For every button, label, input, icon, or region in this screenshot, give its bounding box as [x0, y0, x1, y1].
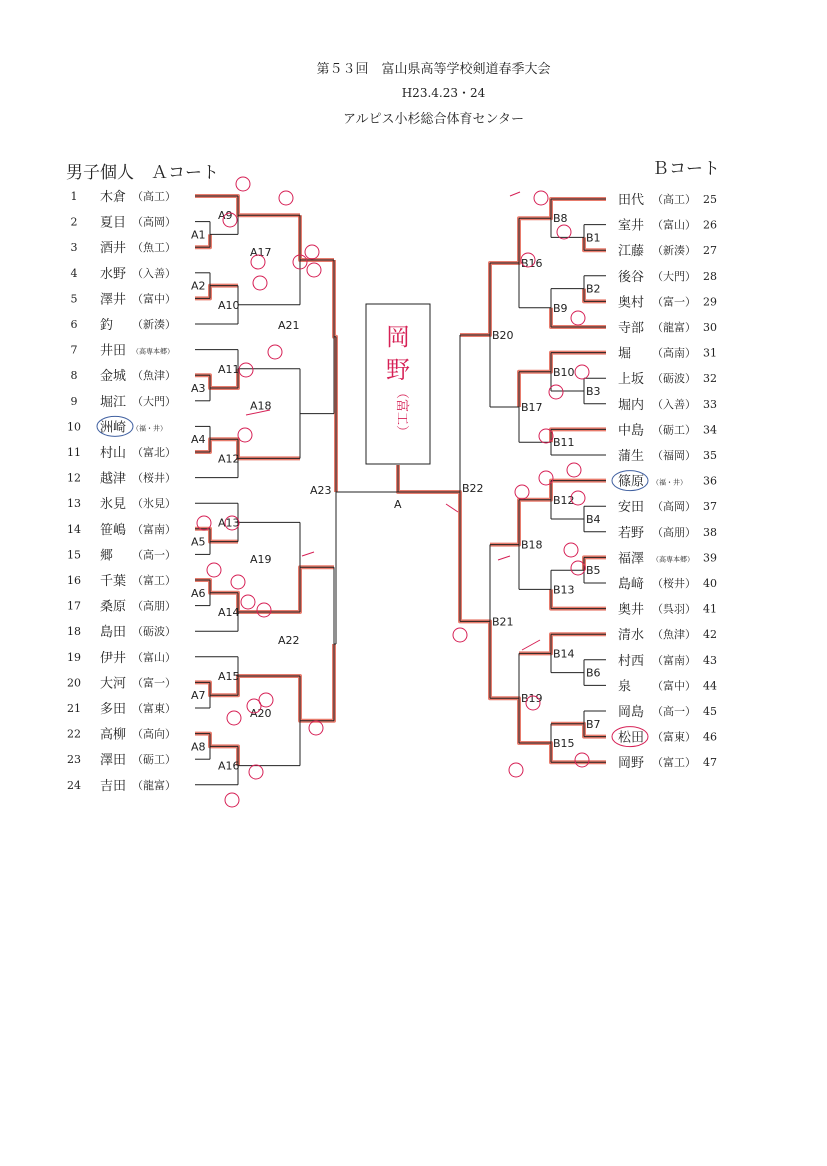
player-number: 28: [703, 269, 717, 283]
player-name: 多田: [100, 702, 127, 717]
match-label: A3: [191, 382, 206, 395]
player-school: （高工）: [132, 190, 176, 203]
player-number: 13: [67, 497, 81, 511]
player-name: 千葉: [100, 574, 127, 589]
circled-mark: [253, 276, 267, 290]
player-name: 奥村: [618, 295, 645, 311]
match-label: B16: [521, 257, 543, 270]
player-school: （呉羽）: [652, 602, 696, 616]
circled-mark: [534, 191, 548, 205]
player-number: 24: [67, 778, 81, 792]
match-label: A23: [310, 484, 332, 497]
match-label: A19: [250, 553, 272, 567]
circled-mark: [453, 628, 467, 642]
player-name: 氷見: [100, 497, 127, 513]
player-number: 11: [67, 446, 81, 459]
match-label: B20: [492, 329, 514, 342]
player-school: （氷見）: [132, 497, 176, 511]
player-school: （富一）: [132, 676, 176, 690]
player-name: 室井: [618, 218, 645, 234]
player-number: 38: [703, 525, 717, 539]
match-label: A21: [278, 318, 300, 332]
circled-mark: [241, 595, 255, 609]
court-a-label: 男子個人 Ａコート: [66, 163, 219, 183]
player-name: 笹嶋: [100, 522, 127, 538]
player-number: 2: [70, 215, 78, 229]
player-school: （高朋）: [132, 599, 176, 613]
win-path: [398, 465, 606, 762]
player-school: （富工）: [652, 756, 696, 770]
match-label: A13: [218, 516, 240, 530]
player-number: 3: [70, 241, 78, 255]
player-name: 井田: [100, 343, 127, 359]
match-label: B5: [586, 564, 601, 578]
player-name: 堀江: [100, 394, 127, 410]
circled-mark: [305, 245, 319, 259]
player-school: （砺工）: [132, 753, 176, 767]
player-school: （龍富）: [132, 778, 176, 792]
player-school: （高南）: [652, 346, 696, 360]
player-school: （魚津）: [132, 369, 176, 383]
player-number: 33: [703, 397, 717, 411]
player-school: （富山）: [652, 218, 696, 232]
player-name: 岡野: [618, 756, 645, 772]
match-label: B22: [462, 482, 484, 495]
circled-mark: [249, 765, 263, 779]
win-path: [195, 196, 300, 215]
player-number: 10: [67, 420, 81, 434]
pen-stroke: [302, 552, 314, 556]
win-path: [195, 567, 334, 612]
winner-path-layer: [195, 196, 606, 766]
winner-name-char-2: 野: [386, 356, 410, 384]
player-school: （富一）: [652, 295, 696, 309]
circled-mark: [575, 365, 589, 379]
match-label: A2: [191, 279, 206, 293]
player-name: 清水: [618, 628, 645, 644]
match-label: A22: [278, 634, 300, 647]
pen-stroke: [446, 504, 458, 512]
player-school: （桜井）: [132, 471, 176, 485]
player-name: 高柳: [100, 727, 127, 743]
match-label: B8: [553, 212, 568, 226]
player-school: （砺波）: [652, 372, 696, 386]
player-name: 松田: [618, 730, 645, 746]
player-name: 酒井: [100, 241, 127, 257]
player-name: 中島: [618, 423, 645, 439]
player-name: 澤井: [100, 292, 127, 308]
match-label: B17: [521, 401, 543, 414]
circled-mark: [225, 793, 239, 807]
winner-name-char-1: 岡: [386, 323, 410, 351]
player-number: 26: [703, 218, 717, 232]
player-school: （魚津）: [652, 628, 696, 642]
player-name: 岡島: [618, 705, 645, 720]
circled-mark: [549, 385, 563, 399]
circled-mark: [231, 575, 245, 589]
player-number: 12: [67, 471, 81, 485]
match-label: B3: [586, 385, 601, 398]
match-label: A16: [218, 759, 240, 773]
match-label: B12: [553, 493, 575, 507]
player-number: 20: [67, 676, 81, 690]
pen-stroke: [498, 556, 510, 560]
player-number: 45: [703, 705, 717, 718]
player-school: （新湊）: [652, 244, 696, 258]
player-number: 5: [70, 292, 78, 306]
pen-stroke: [510, 192, 520, 196]
circled-mark: [207, 563, 221, 577]
player-name: 島﨑: [618, 577, 645, 592]
player-name: 江藤: [618, 244, 645, 260]
player-school: （大門）: [652, 269, 696, 283]
circled-mark: [575, 753, 589, 767]
player-number: 43: [703, 653, 717, 667]
player-number: 21: [67, 702, 81, 715]
match-label: A18: [250, 399, 272, 413]
player-school: （福岡）: [652, 449, 696, 462]
match-label: B10: [553, 365, 575, 379]
player-school: （富中）: [652, 679, 696, 693]
player-name: 桑原: [100, 599, 127, 615]
player-number: 34: [703, 423, 717, 437]
match-label: A12: [218, 452, 240, 466]
match-label: A4: [191, 433, 206, 447]
player-school: （高向）: [132, 727, 176, 741]
match-label: B15: [553, 737, 575, 750]
match-label: A15: [218, 670, 240, 683]
circled-mark: [279, 191, 293, 205]
circled-mark: [239, 363, 253, 377]
match-label: A6: [191, 586, 206, 600]
player-school: （富北）: [132, 446, 176, 459]
tournament-date: H23.4.23・24: [401, 86, 486, 100]
player-name: 澤田: [100, 753, 127, 769]
player-school: （砺波）: [132, 625, 176, 639]
player-school: （富中）: [132, 292, 176, 306]
player-name: 福澤: [618, 551, 645, 567]
final-label: A: [394, 498, 402, 511]
player-school: （砺工）: [652, 423, 696, 437]
win-path: [195, 439, 300, 458]
match-label: B9: [553, 301, 568, 315]
circled-mark: [227, 711, 241, 725]
player-name: 郷: [100, 548, 114, 564]
match-label: B11: [553, 436, 575, 450]
player-name: 泉: [618, 679, 632, 695]
player-school: （高工）: [652, 193, 696, 206]
player-number: 41: [703, 602, 717, 616]
player-school: （新湊）: [132, 318, 176, 331]
player-school: （高岡）: [132, 215, 176, 229]
player-name: 篠原: [618, 474, 645, 490]
player-name: 島田: [100, 625, 127, 641]
circled-mark: [509, 763, 523, 777]
player-name: 洲崎: [100, 420, 127, 436]
player-number: 36: [703, 474, 717, 488]
circled-mark: [567, 463, 581, 477]
player-name: 夏目: [100, 215, 127, 231]
match-label: A7: [191, 689, 206, 703]
winner-school: （富工）: [394, 385, 409, 439]
player-number: 39: [703, 551, 717, 565]
player-name: 伊井: [100, 650, 127, 666]
tournament-title: 第５３回 富山県高等学校剣道春季大会: [316, 62, 551, 77]
player-school: （高岡）: [652, 500, 696, 514]
player-number: 32: [703, 372, 717, 386]
player-number: 27: [703, 244, 717, 258]
player-name: 吉田: [100, 778, 127, 794]
player-school: （富南）: [132, 522, 176, 536]
player-number: 4: [70, 266, 78, 280]
win-path: [519, 353, 606, 407]
match-label: A11: [218, 362, 240, 376]
player-school: （入善）: [652, 397, 696, 411]
player-name: 大河: [100, 676, 127, 692]
match-label: B19: [521, 692, 543, 706]
player-number: 7: [70, 343, 78, 357]
player-number: 15: [67, 548, 81, 562]
player-number: 6: [70, 318, 78, 331]
player-number: 8: [70, 369, 78, 383]
player-number: 31: [703, 346, 717, 360]
match-label: A5: [191, 535, 206, 549]
player-name: 蒲生: [618, 449, 645, 464]
player-school: （高一）: [652, 705, 696, 718]
player-school: （高専本郷）: [132, 347, 174, 356]
match-label: B1: [586, 231, 601, 245]
player-school: （富東）: [652, 730, 696, 744]
player-name: 越津: [100, 471, 127, 487]
circled-mark: [307, 263, 321, 277]
player-school: （富工）: [132, 574, 176, 587]
player-number: 17: [67, 599, 81, 613]
player-school: （福・井）: [132, 424, 167, 433]
player-name: 後谷: [618, 269, 645, 285]
match-label: B13: [553, 583, 575, 597]
player-number: 25: [703, 193, 717, 206]
match-label: B2: [586, 282, 601, 296]
match-label: A9: [218, 209, 233, 223]
player-school: （富南）: [652, 653, 696, 667]
player-number: 42: [703, 628, 717, 642]
player-school: （入善）: [132, 266, 176, 280]
player-name: 釣: [100, 318, 114, 333]
player-school: （桜井）: [652, 577, 696, 590]
bracket-text-layer: [67, 189, 717, 794]
player-number: 47: [703, 756, 717, 770]
player-number: 40: [703, 577, 717, 590]
player-school: （龍富）: [652, 321, 696, 334]
player-name: 村山: [100, 446, 127, 461]
player-number: 44: [703, 679, 717, 693]
player-number: 16: [67, 574, 81, 587]
match-label: B14: [553, 647, 575, 661]
player-name: 堀: [618, 346, 632, 362]
pen-stroke: [522, 640, 540, 650]
player-name: 寺部: [618, 321, 645, 336]
circled-mark: [564, 543, 578, 557]
player-number: 22: [67, 727, 81, 741]
player-name: 堀内: [618, 397, 645, 413]
player-name: 金城: [100, 369, 127, 385]
player-school: （大門）: [132, 394, 176, 408]
player-school: （福・井）: [652, 478, 687, 487]
court-b-label: Ｂコート: [652, 159, 720, 179]
circled-mark: [515, 485, 529, 499]
player-school: （高専本郷）: [652, 555, 694, 564]
match-label: A1: [191, 228, 206, 242]
circled-mark: [539, 471, 553, 485]
player-school: （高一）: [132, 548, 176, 562]
tournament-venue: アルピス小杉総合体育センター: [343, 112, 524, 127]
player-school: （高朋）: [652, 525, 696, 539]
player-name: 安田: [618, 500, 645, 516]
player-number: 30: [703, 321, 717, 334]
player-name: 若野: [618, 525, 645, 541]
match-label: A20: [250, 706, 272, 720]
circled-mark: [238, 428, 252, 442]
player-number: 37: [703, 500, 717, 514]
player-number: 14: [67, 522, 81, 536]
player-number: 18: [67, 625, 81, 639]
circled-mark: [309, 721, 323, 735]
player-name: 村西: [618, 653, 645, 669]
circled-mark: [268, 345, 282, 359]
match-label: A8: [191, 740, 206, 754]
match-label: B7: [586, 717, 601, 731]
match-label: A17: [250, 246, 272, 259]
player-school: （富東）: [132, 702, 176, 715]
match-label: A10: [218, 298, 240, 312]
player-number: 1: [70, 190, 78, 203]
match-label: B6: [586, 666, 601, 680]
player-name: 木倉: [100, 190, 127, 205]
player-school: （魚工）: [132, 241, 176, 255]
player-number: 35: [703, 449, 717, 462]
player-name: 水野: [100, 266, 127, 282]
match-label: B18: [521, 538, 543, 552]
match-label: B4: [586, 513, 601, 526]
match-label: A14: [218, 606, 240, 619]
player-name: 奥井: [618, 602, 645, 618]
player-number: 9: [70, 394, 78, 408]
player-number: 23: [67, 753, 81, 767]
circled-mark: [236, 177, 250, 191]
player-number: 29: [703, 295, 717, 309]
player-name: 上坂: [618, 372, 645, 388]
player-number: 46: [703, 730, 717, 744]
circled-mark: [571, 311, 585, 325]
player-name: 田代: [618, 193, 645, 208]
player-number: 19: [67, 650, 81, 664]
match-label: B21: [492, 615, 514, 629]
player-school: （富山）: [132, 650, 176, 664]
